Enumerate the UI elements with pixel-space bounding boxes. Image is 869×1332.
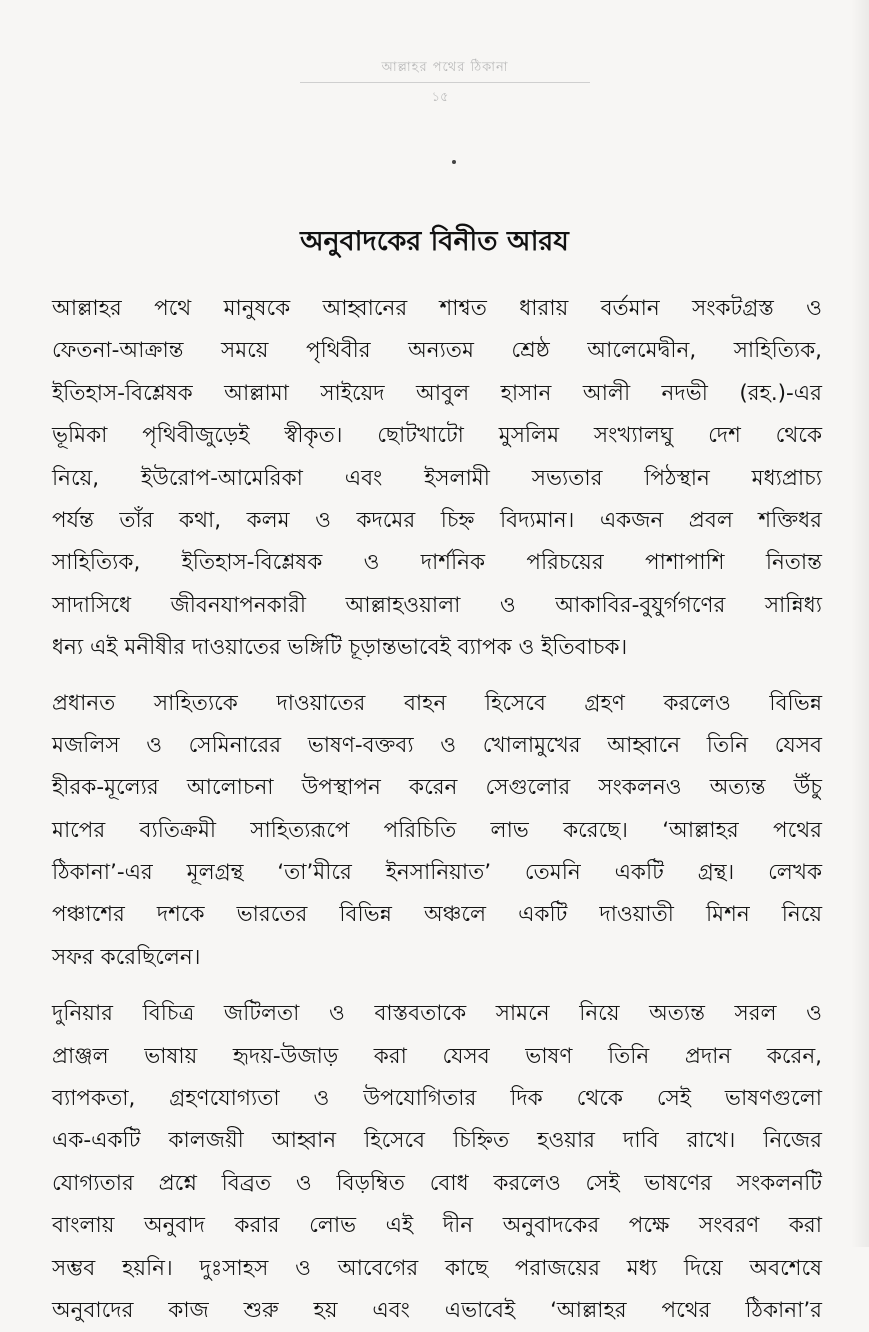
text-line: ঠিকানা’-এর মূলগ্রন্থ ‘তা’মীরে ইনসানিয়াত’ তেমনি একটি গ্রন্থ। লেখক: [52, 860, 822, 886]
text-line: ব্যাপকতা, গ্রহণযোগ্যতা ও উপযোগিতার দিক থেকে সেই ভাষণগুলো: [52, 1086, 822, 1112]
text-line: হীরক-মূল্যের আলোচনা উপস্থাপন করেন সেগুলোর সংকলনও অত্যন্ত উঁচু: [52, 775, 822, 801]
text-line: পঞ্চাশের দশকে ভারতের বিভিন্ন অঞ্চলে একটি দাওয়াতী মিশন নিয়ে: [52, 902, 822, 928]
page-number: ১৫: [431, 90, 449, 105]
text-line: মাপের ব্যতিক্রমী সাহিত্যরূপে পরিচিতি লাভ করেছে। ‘আল্লাহর পথের: [52, 817, 822, 843]
paragraph-1: [52, 288, 822, 670]
text-line: সাদাসিধে জীবনযাপনকারী আল্লাহওয়ালা ও আকাবির-বুযুর্গগণের সান্নিধ্য: [52, 592, 822, 618]
text-line: ফেতনা-আক্রান্ত সময়ে পৃথিবীর অন্যতম শ্রেষ্ঠ আলেমেদ্বীন, সাহিত্যিক,: [52, 338, 822, 364]
text-line: সম্ভব হয়নি। দুঃসাহস ও আবেগের কাছে পরাজয়ের মধ্য দিয়ে অবশেষে: [52, 1255, 822, 1281]
text-line: ধন্য এই মনীষীর দাওয়াতের ভঙ্গিটি চূড়ান্তভাবেই ব্যাপক ও ইতিবাচক।: [52, 635, 628, 661]
text-line: প্রাঞ্জল ভাষায় হৃদয়-উজাড় করা যেসব ভাষণ তিনি প্রদান করেন,: [52, 1043, 822, 1069]
text-line: সাহিত্যিক, ইতিহাস-বিশ্লেষক ও দার্শনিক পরিচয়ের পাশাপাশি নিতান্ত: [52, 550, 822, 576]
header-rule: [300, 82, 590, 83]
page-title: অনুবাদকের বিনীত আরয: [300, 226, 569, 257]
text-line: বাংলায় অনুবাদ করার লোভ এই দীন অনুবাদকের পক্ষে সংবরণ করা: [52, 1213, 822, 1239]
text-line: পর্যন্ত তাঁর কথা, কলম ও কদমের চিহ্ন বিদ্যমান। একজন প্রবল শক্তিধর: [52, 507, 822, 533]
running-header: আল্লাহর পথের ঠিকানা: [381, 60, 509, 75]
text-line: দুনিয়ার বিচিত্র জটিলতা ও বাস্তবতাকে সামনে নিয়ে অত্যন্ত সরল ও: [52, 1001, 822, 1027]
body-text: [52, 288, 822, 1332]
paragraph-2: [52, 683, 822, 980]
text-line: প্রধানত সাহিত্যকে দাওয়াতের বাহন হিসেবে গ্রহণ করলেও বিভিন্ন: [52, 690, 822, 716]
paragraph-gap: [52, 670, 822, 683]
text-line: ভূমিকা পৃথিবীজুড়েই স্বীকৃত। ছোটখাটো মুসলিম সংখ্যালঘু দেশ থেকে: [52, 423, 822, 449]
paragraph-3: [52, 993, 822, 1332]
text-line: আল্লাহর পথে মানুষকে আহ্বানের শাশ্বত ধারায় বর্তমান সংকটগ্রস্ত ও: [52, 296, 822, 321]
text-line: সফর করেছিলেন।: [52, 944, 201, 970]
text-line: যোগ্যতার প্রশ্নে বিব্রত ও বিড়ম্বিত বোধ করলেও সেই ভাষণের সংকলনটি: [52, 1170, 822, 1196]
paragraph-gap: [52, 979, 822, 993]
text-line: নিয়ে, ইউরোপ-আমেরিকা এবং ইসলামী সভ্যতার পিঠস্থান মধ্যপ্রাচ্য: [52, 465, 822, 491]
text-line: এক-একটি কালজয়ী আহ্বান হিসেবে চিহ্নিত হওয়ার দাবি রাখে। নিজের: [52, 1128, 822, 1154]
page-edge-shade: [851, 0, 869, 1247]
print-dot: [452, 160, 456, 164]
text-line: অনুবাদের কাজ শুরু হয় এবং এভাবেই ‘আল্লাহর পথের ঠিকানা’র: [52, 1297, 822, 1323]
text-line: ইতিহাস-বিশ্লেষক আল্লামা সাইয়েদ আবুল হাসান আলী নদভী (রহ.)-এর: [52, 380, 822, 406]
text-line: মজলিস ও সেমিনারের ভাষণ-বক্তব্য ও খোলামুখের আহ্বানে তিনি যেসব: [52, 732, 822, 758]
